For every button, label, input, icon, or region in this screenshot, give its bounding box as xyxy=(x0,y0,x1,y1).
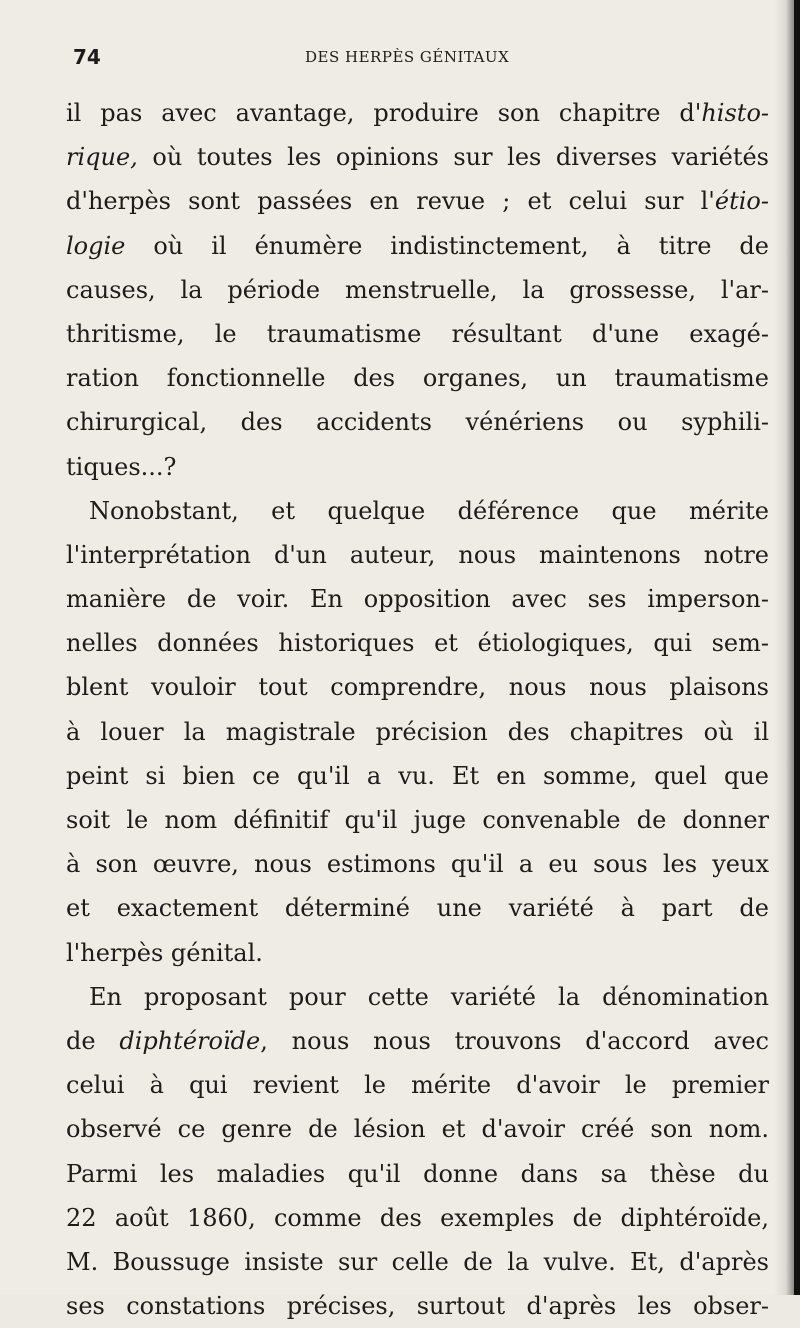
text-segment: où toutes les opinions sur les diverses variétés xyxy=(137,143,769,172)
text-line xyxy=(66,1196,769,1240)
text-segment: chirurgical, des accidents vénériens ou syphili- xyxy=(66,408,769,437)
text-line xyxy=(66,268,769,312)
running-head xyxy=(73,45,773,81)
text-segment: peint si bien ce qu'il a vu. Et en somme, quel que xyxy=(66,761,769,790)
text-segment: où il énumère indistinctement, à titre de xyxy=(125,231,769,260)
text-segment: à louer la magistrale précision des chapitres où il xyxy=(66,717,769,746)
text-line xyxy=(66,886,769,930)
text-segment: M. Boussuge insiste sur celle de la vulve. Et, d'après xyxy=(66,1247,769,1276)
text-segment: d'herpès sont passées en revue ; et celui sur l' xyxy=(66,187,715,216)
text-segment: l'herpès génital. xyxy=(66,938,263,967)
text-line xyxy=(66,1152,769,1196)
italic-text: rique, xyxy=(66,143,138,172)
italic-text: logie xyxy=(66,231,126,260)
italic-text: histo- xyxy=(701,99,769,127)
text-segment: Nonobstant, et quelque déférence que mérite xyxy=(89,496,769,525)
binding-edge xyxy=(794,0,800,1295)
text-segment: manière de voir. En opposition avec ses imperson- xyxy=(66,585,769,614)
text-segment: observé ce genre de lésion et d'avoir créé son nom. xyxy=(66,1115,769,1144)
text-segment: celui à qui revient le mérite d'avoir le premier xyxy=(66,1071,769,1100)
text-line xyxy=(66,754,769,798)
text-line xyxy=(66,445,769,489)
text-segment: Parmi les maladies qu'il donne dans sa thèse du xyxy=(66,1159,769,1188)
running-head-title: DES HERPÈS GÉNITAUX xyxy=(305,48,510,66)
text-line xyxy=(66,91,769,135)
text-segment: tiques...? xyxy=(66,452,177,481)
text-segment: soit le nom définitif qu'il juge convenable de donner xyxy=(66,806,769,834)
text-line xyxy=(66,975,769,1019)
text-segment: blent vouloir tout comprendre, nous nous plaisons xyxy=(66,673,769,702)
text-line xyxy=(66,577,769,621)
text-line xyxy=(66,179,769,223)
text-segment: de xyxy=(66,1026,120,1055)
text-segment: En proposant pour cette variété la dénomination xyxy=(89,982,769,1011)
text-segment: causes, la période menstruelle, la grossesse, l'ar- xyxy=(66,275,769,304)
text-segment: et exactement déterminé une variété à part de xyxy=(66,894,769,923)
text-line xyxy=(66,1284,769,1328)
text-line xyxy=(66,356,769,400)
text-segment: ration fonctionnelle des organes, un traumatisme xyxy=(66,364,769,393)
text-segment: thritisme, le traumatisme résultant d'une exagé- xyxy=(66,319,769,348)
text-line xyxy=(66,312,769,356)
text-line xyxy=(66,489,769,533)
text-line xyxy=(66,533,769,577)
text-line xyxy=(66,931,769,975)
text-line xyxy=(66,710,769,754)
text-line xyxy=(66,135,769,179)
text-segment: l'interprétation d'un auteur, nous maintenons notre xyxy=(66,540,769,569)
italic-text: étio- xyxy=(714,187,769,216)
text-line xyxy=(66,1240,769,1284)
text-segment: à son œuvre, nous estimons qu'il a eu sous les yeux xyxy=(66,850,769,879)
text-segment: il pas avec avantage, produire son chapitre d' xyxy=(66,99,702,127)
text-line xyxy=(66,1107,769,1151)
text-segment: ses constations précises, surtout d'après les obser- xyxy=(66,1292,769,1321)
text-segment: , nous nous trouvons d'accord avec xyxy=(260,1026,769,1055)
italic-text: diphtéroïde xyxy=(119,1026,261,1055)
text-line xyxy=(66,224,769,268)
text-line xyxy=(66,1019,769,1063)
text-line xyxy=(66,400,769,444)
text-line xyxy=(66,1063,769,1107)
page-number: 74 xyxy=(73,45,101,69)
text-line xyxy=(66,798,769,842)
text-line xyxy=(66,665,769,709)
text-line xyxy=(66,842,769,886)
body-text xyxy=(66,91,769,1328)
text-line xyxy=(66,621,769,665)
text-segment: nelles données historiques et étiologiques, qui sem- xyxy=(66,629,769,658)
text-segment: 22 août 1860, comme des exemples de diphtéroïde, xyxy=(66,1203,769,1232)
